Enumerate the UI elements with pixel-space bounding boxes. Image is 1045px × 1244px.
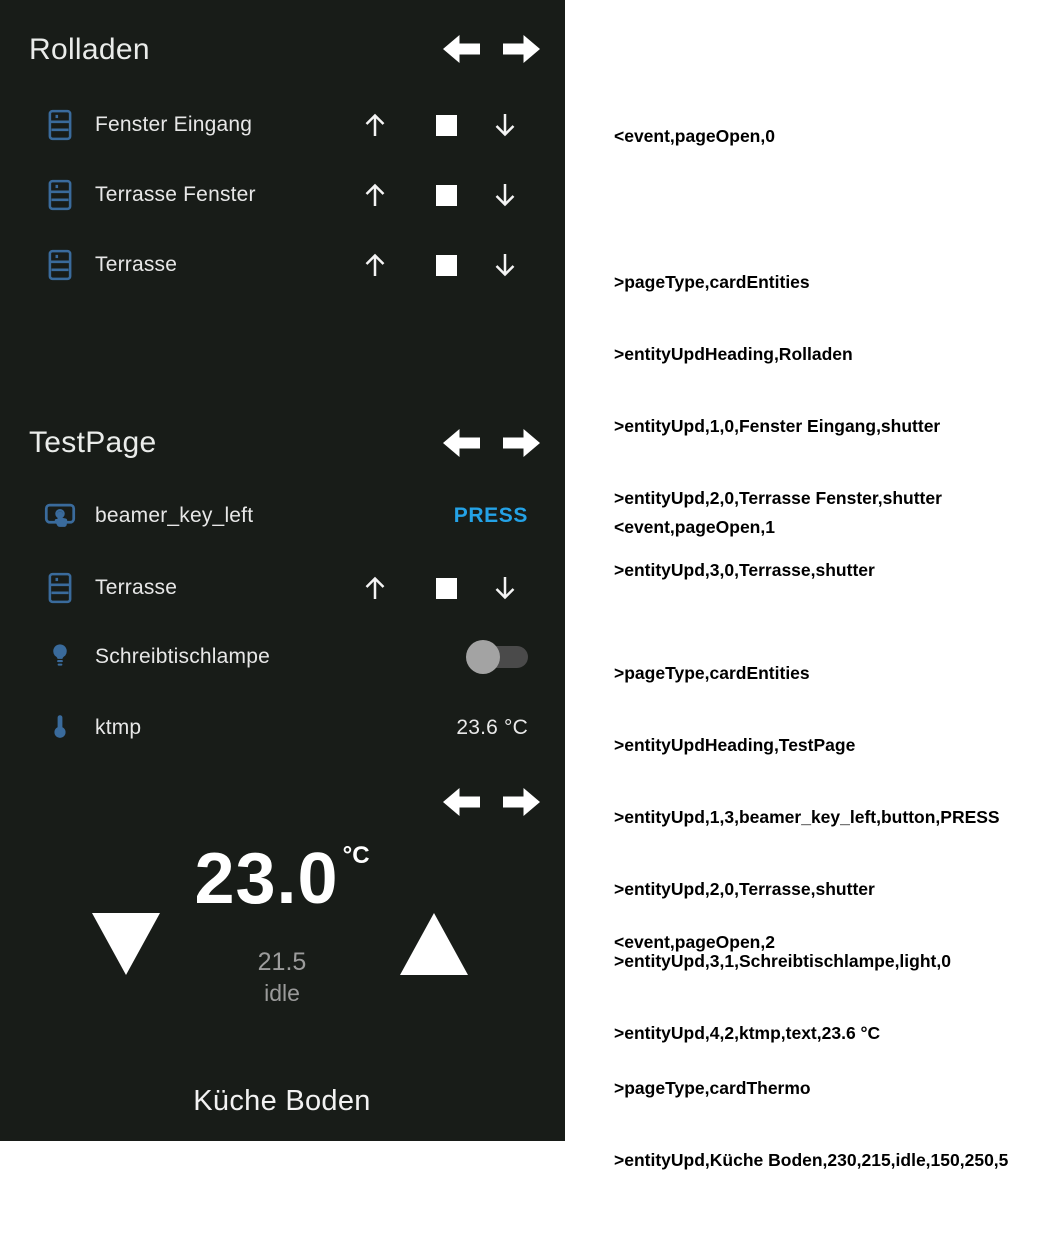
entity-row-terrasse-fenster (0, 172, 565, 218)
shutter-icon (44, 179, 76, 211)
shutter-icon (44, 109, 76, 141)
log-line: >pageType,cardEntities (614, 663, 810, 683)
current-temperature (92, 839, 472, 919)
arrow-up-icon (359, 572, 391, 604)
log-block-page2 (614, 882, 1008, 1244)
shutter-up-button[interactable] (358, 178, 392, 212)
nav-left-icon (442, 427, 480, 459)
entity-label: ktmp (95, 716, 142, 739)
entity-row-schreibtischlampe (0, 634, 565, 680)
target-temperature: 21.5 (257, 948, 307, 976)
gesture-tap-button-icon (44, 500, 76, 532)
shutter-up-button[interactable] (358, 108, 392, 142)
log-line: >pageType,cardThermo (614, 1078, 811, 1098)
entity-label: Terrasse (95, 576, 178, 599)
current-temperature-value: 23.0 (194, 839, 339, 919)
log-line: >entityUpd,Küche Boden,230,215,idle,150,250,5 (614, 1150, 1009, 1170)
arrow-up-icon (359, 179, 391, 211)
prev-page-button[interactable] (442, 427, 480, 459)
shutter-stop-button[interactable] (429, 178, 463, 212)
arrow-down-icon (489, 572, 521, 604)
prev-page-button[interactable] (442, 786, 480, 818)
entity-label: Schreibtischlampe (95, 645, 270, 668)
shutter-down-button[interactable] (488, 178, 522, 212)
arrow-down-icon (489, 109, 521, 141)
shutter-up-button[interactable] (358, 248, 392, 282)
entity-row-terrasse (0, 565, 565, 611)
next-page-button[interactable] (503, 786, 541, 818)
arrow-down-icon (489, 249, 521, 281)
arrow-down-icon (489, 179, 521, 211)
log-line: >entityUpd,3,1,Schreibtischlampe,light,0 (614, 951, 951, 971)
log-event-line: <event,pageOpen,0 (614, 126, 775, 146)
toggle-knob (466, 640, 500, 674)
nspanel-screen (0, 0, 565, 1141)
entity-value: 23.6 °C (456, 716, 528, 739)
shutter-down-button[interactable] (488, 571, 522, 605)
thermostat-state: idle (264, 980, 300, 1006)
shutter-up-button[interactable] (358, 571, 392, 605)
log-line: >entityUpd,2,0,Terrasse Fenster,shutter (614, 488, 942, 508)
log-line: >entityUpd,4,2,ktmp,text,23.6 °C (614, 1023, 881, 1043)
next-page-button[interactable] (503, 427, 541, 459)
stop-icon (436, 255, 457, 276)
shutter-icon (44, 249, 76, 281)
press-button[interactable]: PRESS (453, 504, 528, 527)
log-line: >entityUpd,1,0,Fenster Eingang,shutter (614, 416, 941, 436)
log-line: >entityUpdHeading,Rolladen (614, 344, 853, 364)
entity-label: Terrasse Fenster (95, 183, 256, 206)
log-line: >entityUpd,3,0,Terrasse,shutter (614, 560, 875, 580)
entity-row-beamer-key-left (0, 493, 565, 539)
temperature-unit: °C (342, 842, 370, 869)
entity-label: Fenster Eingang (95, 113, 253, 136)
log-event-line: <event,pageOpen,1 (614, 517, 775, 537)
card-heading-testpage: TestPage (29, 426, 157, 459)
nav-right-icon (503, 427, 541, 459)
log-line: >entityUpd,1,3,beamer_key_left,button,PRESS (614, 807, 1000, 827)
entity-label: Terrasse (95, 253, 178, 276)
nav-left-icon (442, 33, 480, 65)
nav-right-icon (503, 786, 541, 818)
stop-icon (436, 578, 457, 599)
entity-label: beamer_key_left (95, 504, 254, 527)
shutter-down-button[interactable] (488, 248, 522, 282)
shutter-stop-button[interactable] (429, 108, 463, 142)
thermometer-icon (44, 713, 76, 743)
shutter-stop-button[interactable] (429, 248, 463, 282)
log-line: >entityUpdHeading,TestPage (614, 735, 856, 755)
entity-row-terrasse (0, 242, 565, 288)
nav-right-icon (503, 33, 541, 65)
stop-icon (436, 185, 457, 206)
thermostat-name: Küche Boden (193, 1085, 371, 1117)
stop-icon (436, 115, 457, 136)
nav-left-icon (442, 786, 480, 818)
shutter-stop-button[interactable] (429, 571, 463, 605)
next-page-button[interactable] (503, 33, 541, 65)
log-line: >pageType,cardEntities (614, 272, 810, 292)
shutter-down-button[interactable] (488, 108, 522, 142)
prev-page-button[interactable] (442, 33, 480, 65)
arrow-up-icon (359, 249, 391, 281)
entity-row-fenster-eingang (0, 102, 565, 148)
card-heading-rolladen: Rolladen (29, 33, 150, 66)
log-line: >entityUpd,2,0,Terrasse,shutter (614, 879, 875, 899)
shutter-icon (44, 572, 76, 604)
lightbulb-icon (44, 642, 76, 672)
light-toggle-switch[interactable] (466, 639, 528, 675)
entity-row-ktmp (0, 705, 565, 751)
arrow-up-icon (359, 109, 391, 141)
log-event-line: <event,pageOpen,2 (614, 932, 775, 952)
